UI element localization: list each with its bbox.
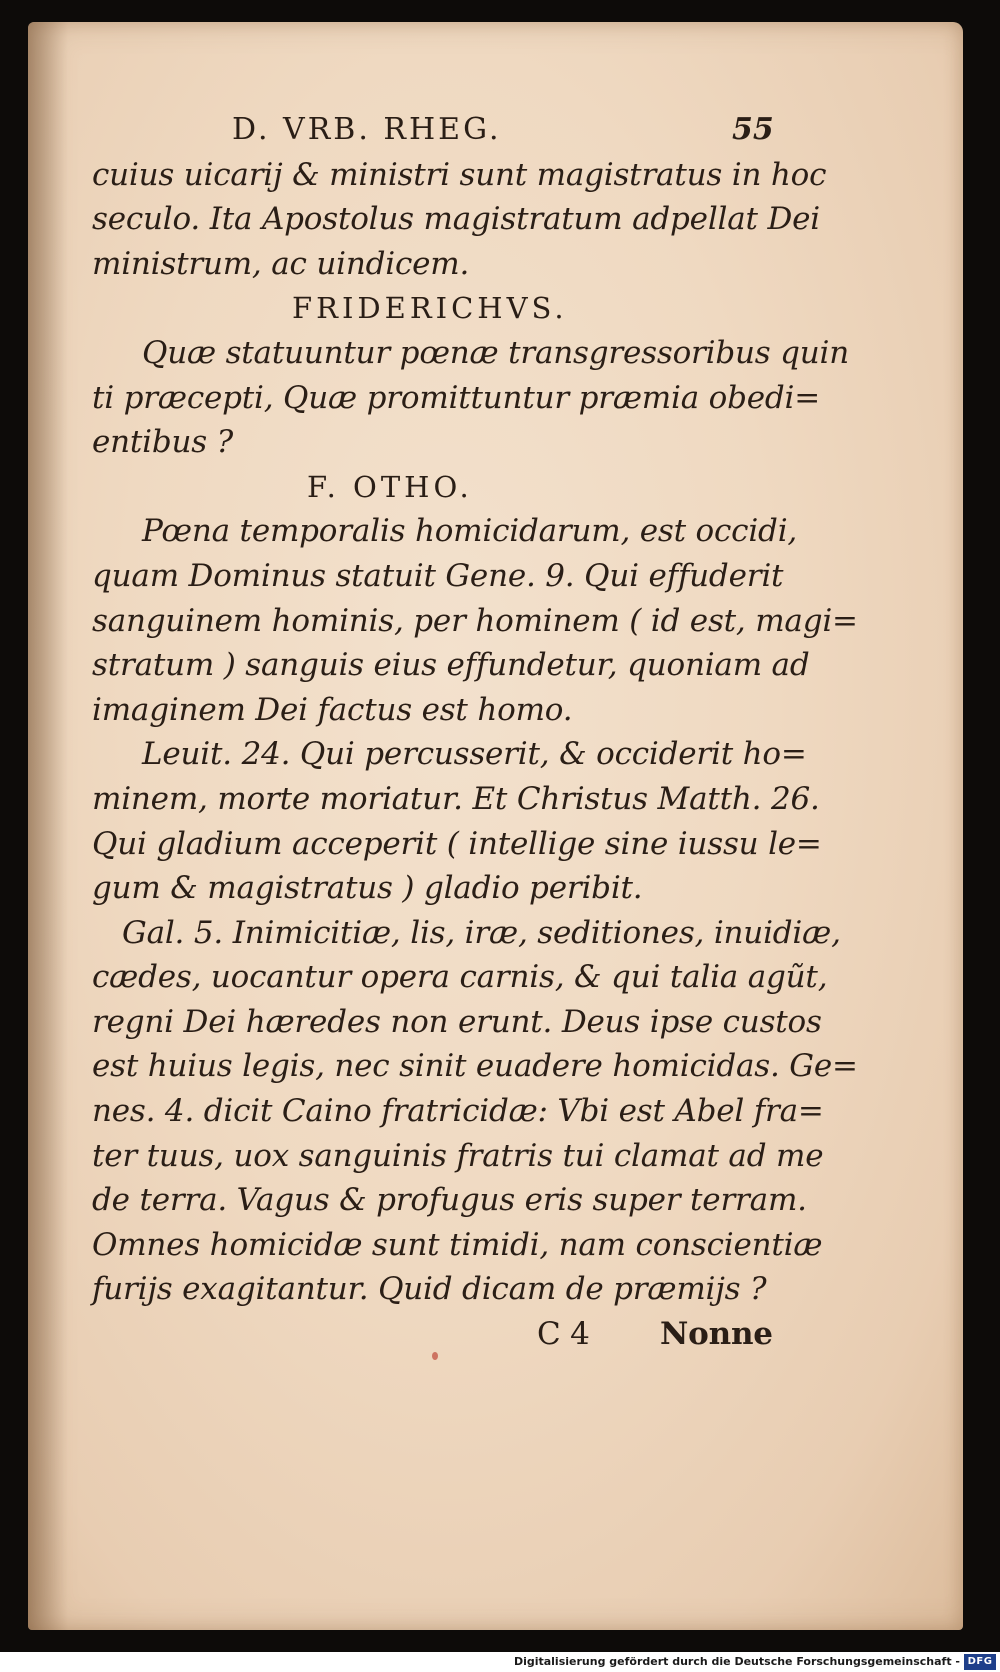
page-number: 55 <box>732 112 774 147</box>
digitization-footer <box>0 1652 1000 1672</box>
text-line: Leuit. 24. Qui percusserit, & occiderit ho= <box>142 736 807 773</box>
text-line: ministrum, ac uindicem. <box>92 245 470 282</box>
text-line: entibus ? <box>92 424 234 461</box>
text-line: Pœna temporalis homicidarum, est occidi, <box>142 513 798 550</box>
dfg-logo-icon: DFG <box>964 1654 996 1670</box>
text-line: sanguinem hominis, per hominem ( id est, magi= <box>92 602 858 639</box>
signature-mark: C 4 <box>537 1316 590 1353</box>
text-line: quam Dominus statuit Gene. 9. Qui effuderit <box>92 557 784 594</box>
text-line: gum & magistratus ) gladio peribit. <box>92 870 643 907</box>
page-text <box>92 108 858 1357</box>
funding-credit: Digitalisierung gefördert durch die Deutsche Forschungsgemeinschaft - <box>513 1655 960 1668</box>
catchword: Nonne <box>660 1316 773 1353</box>
text-line: minem, morte moriatur. Et Christus Matth. 26. <box>92 780 820 817</box>
text-line: regni Dei hæredes non erunt. Deus ipse custos <box>92 1003 822 1040</box>
text-line: Qui gladium acceperit ( intellige sine iussu le= <box>92 825 822 862</box>
spine-shadow <box>28 22 68 1630</box>
text-line: stratum ) sanguis eius effundetur, quoniam ad <box>92 647 810 684</box>
text-line: ti præcepti, Quæ promittuntur præmia obedi= <box>92 379 821 416</box>
running-head-title: D. VRB. RHEG. <box>232 112 502 147</box>
text-line: imaginem Dei factus est homo. <box>92 691 573 728</box>
speaker-heading-otho: F. OTHO. <box>307 469 473 504</box>
text-line: de terra. Vagus & profugus eris super terram. <box>92 1182 807 1219</box>
ink-spot <box>432 1352 438 1360</box>
text-line: Quæ statuuntur pœnæ transgressoribus quin <box>142 334 850 371</box>
text-line: seculo. Ita Apostolus magistratum adpellat Dei <box>92 201 820 238</box>
text-line: Gal. 5. Inimicitiæ, lis, iræ, seditiones, inuidiæ, <box>122 914 841 951</box>
text-line: ter tuus, uox sanguinis fratris tui clamat ad me <box>92 1137 824 1174</box>
text-line: furijs exagitantur. Quid dicam de præmijs ? <box>92 1271 767 1308</box>
text-line: cædes, uocantur opera carnis, & qui talia agũt, <box>92 959 828 996</box>
text-line: Omnes homicidæ sunt timidi, nam conscientiæ <box>92 1226 823 1263</box>
speaker-heading-friderichus: FRIDERICHVS. <box>292 291 568 326</box>
text-line: est huius legis, nec sinit euadere homicidas. Ge= <box>92 1048 858 1085</box>
running-head <box>92 108 772 153</box>
text-line: nes. 4. dicit Caino fratricidæ: Vbi est Abel fra= <box>92 1093 824 1130</box>
page-footer <box>92 1312 772 1357</box>
text-line: cuius uicarij & ministri sunt magistratus in hoc <box>92 156 827 193</box>
